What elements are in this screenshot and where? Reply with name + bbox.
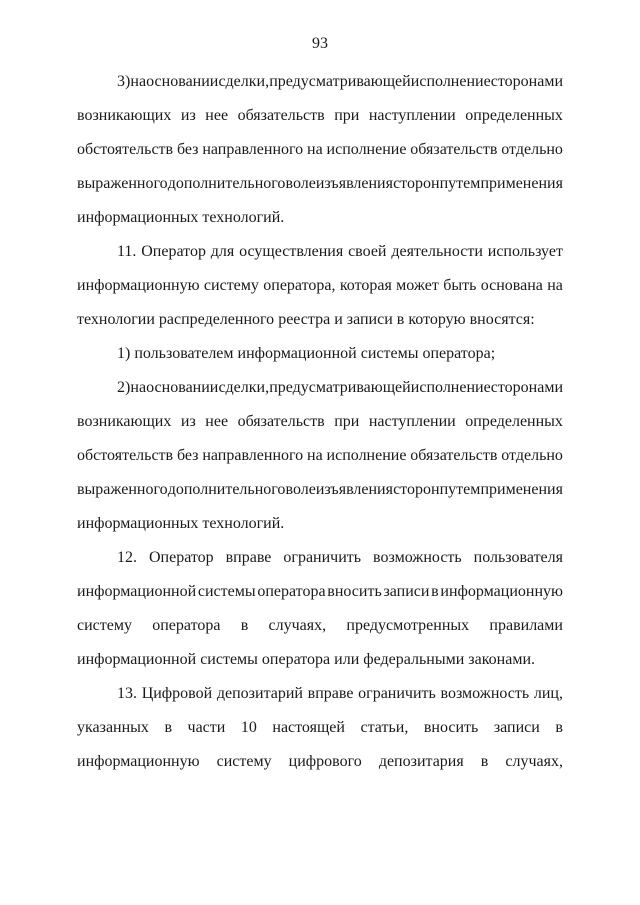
text-line: возникающих из нее обязательств при наступлении определенных xyxy=(77,107,563,124)
text-line: информационной системы оператора или федеральными законами. xyxy=(77,651,536,668)
text-line: указанных в части 10 настоящей статьи, вносить записи в xyxy=(77,719,563,736)
document-body xyxy=(77,72,563,786)
text-line: информационную систему цифрового депозитария в случаях, xyxy=(77,753,563,770)
text-line: информационных технологий. xyxy=(77,515,285,532)
paragraph xyxy=(77,344,563,378)
text-line: информационную систему оператора, которая может быть основана на xyxy=(77,277,563,294)
paragraph xyxy=(77,548,563,684)
text-line: информационной системы оператора вносить записи в информационную xyxy=(77,583,563,600)
paragraph xyxy=(77,378,563,548)
paragraph xyxy=(77,684,563,786)
text-line: выраженного дополнительного волеизъявления сторон путем применения xyxy=(77,481,563,498)
text-line: 13. Цифровой депозитарий вправе ограничить возможность лиц, xyxy=(117,685,563,702)
text-line: обстоятельств без направленного на исполнение обязательств отдельно xyxy=(77,447,563,464)
paragraph xyxy=(77,242,563,344)
text-line: систему оператора в случаях, предусмотренных правилами xyxy=(77,617,563,634)
text-line: выраженного дополнительного волеизъявления сторон путем применения xyxy=(77,175,563,192)
text-line: 1) пользователем информационной системы оператора; xyxy=(117,345,496,362)
text-line: 2) на основании сделки, предусматривающей исполнение сторонами xyxy=(117,379,563,396)
page-number: 93 xyxy=(312,35,328,52)
text-line: возникающих из нее обязательств при наступлении определенных xyxy=(77,413,563,430)
text-line: обстоятельств без направленного на исполнение обязательств отдельно xyxy=(77,141,563,158)
text-line: 12. Оператор вправе ограничить возможность пользователя xyxy=(117,549,563,566)
text-line: 11. Оператор для осуществления своей деятельности использует xyxy=(117,243,563,260)
text-line: технологии распределенного реестра и записи в которую вносятся: xyxy=(77,311,535,328)
text-line: 3) на основании сделки, предусматривающей исполнение сторонами xyxy=(117,73,563,90)
text-line: информационных технологий. xyxy=(77,209,285,226)
paragraph xyxy=(77,72,563,242)
